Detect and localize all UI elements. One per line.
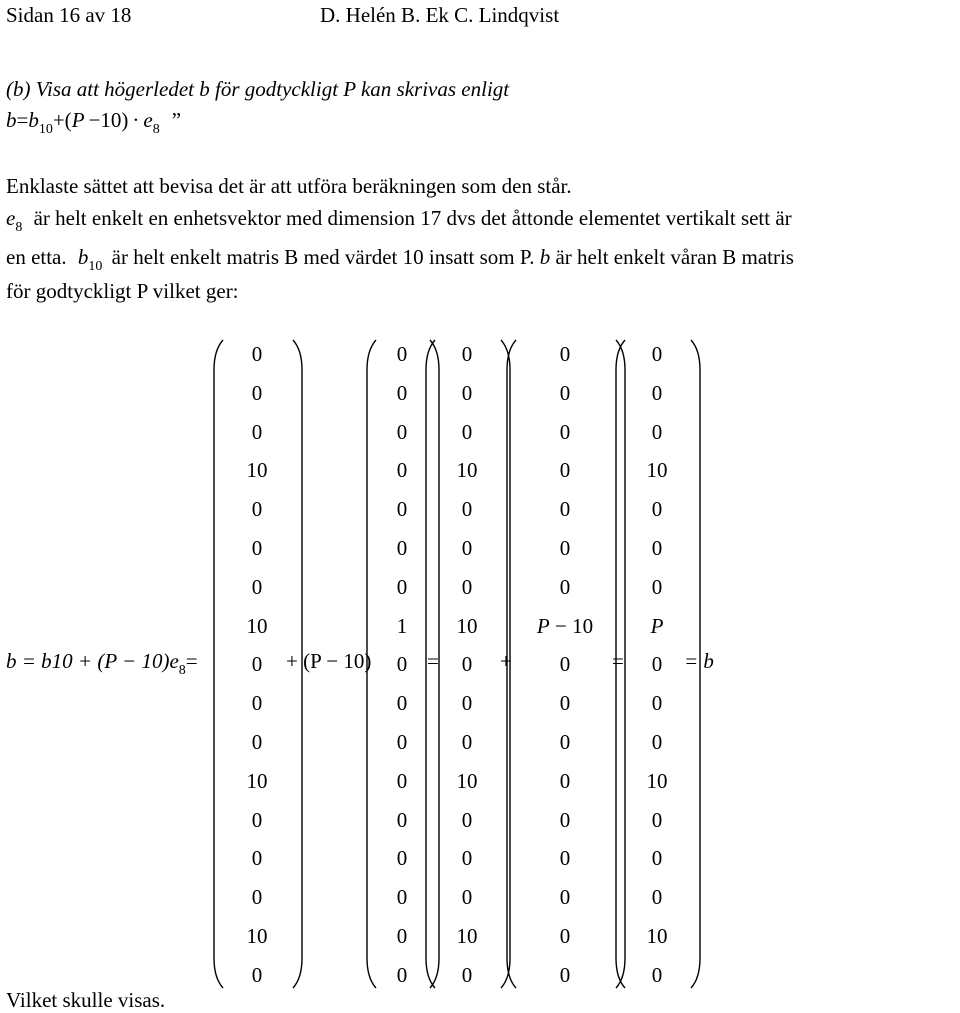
formula-rest: −10) [88, 108, 129, 132]
explanation-line-3-a: en etta. [6, 245, 67, 269]
explanation-line-3 [6, 245, 794, 273]
explanation-line-2 [6, 206, 792, 234]
vector-3-entry: 10 [456, 924, 478, 948]
vector-2-entry: 0 [396, 768, 408, 793]
vector-2-entry: 0 [396, 497, 408, 522]
formula-b: b [6, 108, 17, 132]
vector-4-entry: 0 [559, 652, 571, 677]
vector-4-entry: 0 [559, 419, 571, 444]
vector-5-entry: 0 [651, 807, 663, 832]
vector-5-entry: 0 [651, 652, 663, 677]
vector-5-left-paren [615, 340, 627, 988]
vector-5-entry: 0 [651, 380, 663, 405]
formula-eq: = [16, 108, 29, 132]
e8-symbol-sub: 8 [15, 220, 23, 235]
vector-5-entry: 0 [651, 730, 663, 754]
vector-1-entry: 0 [251, 807, 263, 832]
formula-quote: ” [171, 108, 182, 132]
question-formula [6, 108, 181, 136]
question-text: (b) Visa att högerledet b för godtyckligt P kan skrivas enligt [6, 77, 510, 101]
vector-1-entry: 0 [251, 497, 263, 522]
vector-4-entry: P − 10 [536, 613, 594, 638]
vector-5-entry: 0 [651, 497, 663, 522]
vector-3-entry: 0 [461, 419, 473, 444]
vector-3-left-paren [425, 340, 437, 988]
vector-2-entry: 0 [396, 691, 408, 716]
vector-1-entry: 0 [251, 536, 263, 560]
operator-plus-p-minus-10: + (P − 10) [286, 649, 372, 673]
vector-2-entry: 0 [396, 652, 408, 677]
vector-5-entry: 0 [651, 342, 663, 366]
vector-1-entry: 10 [246, 458, 268, 483]
page-number: Sidan 16 av 18 [6, 3, 132, 27]
vector-1-entry: 0 [251, 846, 263, 871]
formula-P: P [71, 108, 85, 132]
vector-3-entry: 0 [461, 497, 473, 522]
vector-1-entry: 0 [251, 574, 263, 599]
b10-symbol-sub: 10 [88, 259, 103, 274]
conclusion: Vilket skulle visas. [6, 988, 166, 1012]
vector-4-entry: 0 [559, 536, 571, 560]
vector-2-entry: 0 [396, 574, 408, 599]
vector-3-entry: 0 [461, 807, 473, 832]
vector-4-entry: 0 [559, 768, 571, 793]
vector-4-entry: 0 [559, 380, 571, 405]
vector-1-entry: 10 [246, 768, 268, 793]
formula-dot: · [132, 108, 140, 132]
vector-1-entry: 0 [251, 962, 263, 987]
formula-b10: b [28, 108, 39, 132]
vector-2-entry: 0 [396, 730, 408, 754]
vector-1-entry: 0 [251, 419, 263, 444]
explanation-line-4: för godtyckligt P vilket ger: [6, 279, 239, 303]
vector-1-right-paren [291, 340, 303, 988]
vector-4-entry: 0 [559, 730, 571, 754]
vector-4-entry: 0 [559, 458, 571, 483]
operator-plus: + [500, 649, 512, 673]
vector-3-entry: 0 [461, 652, 473, 677]
vector-3-entry: 0 [461, 691, 473, 716]
vector-1-entry: 0 [251, 730, 263, 754]
vector-1-entry: 0 [251, 885, 263, 910]
vector-4-entry: 0 [559, 807, 571, 832]
vector-2-entry: 0 [396, 342, 408, 366]
vector-5-entry: 0 [651, 962, 663, 987]
vector-5-entry: 0 [651, 691, 663, 716]
vector-5-entry: P [650, 613, 664, 638]
vector-5-right-paren [689, 340, 701, 988]
vector-3-entry: 0 [461, 885, 473, 910]
vector-5-entry: 0 [651, 846, 663, 871]
operator-equals-1: = [427, 649, 439, 673]
vector-5-entry: 10 [646, 924, 668, 948]
explanation-line-1: Enklaste sättet att bevisa det är att utföra beräkningen som den står. [6, 174, 572, 198]
explanation-line-3-c: är helt enkelt våran B matris [555, 245, 794, 269]
vector-3-entry: 10 [456, 768, 478, 793]
vector-3-entry: 0 [461, 380, 473, 405]
vector-4-entry: 0 [559, 574, 571, 599]
vector-4-entry: 0 [559, 846, 571, 871]
formula-b10-sub: 10 [38, 122, 53, 137]
vector-4-entry: 0 [559, 962, 571, 987]
explanation-line-3-b: är helt enkelt matris B med värdet 10 insatt som P. [111, 245, 535, 269]
vector-1-entry: 0 [251, 652, 263, 677]
b-symbol: b [539, 245, 551, 269]
vector-3-entry: 0 [461, 536, 473, 560]
vector-2-entry: 0 [396, 885, 408, 910]
vector-3-entry: 0 [461, 846, 473, 871]
vector-4-entry: 0 [559, 691, 571, 716]
vector-2-entry: 0 [396, 962, 408, 987]
vector-5-entry: 10 [646, 768, 668, 793]
vector-4-left-paren [506, 340, 518, 988]
vector-2-entry: 0 [396, 536, 408, 560]
explanation-line-2-text: är helt enkelt en enhetsvektor med dimension 17 dvs det åttonde elementet vertikalt sett är [33, 206, 792, 230]
vector-5-entry: 0 [651, 536, 663, 560]
vector-4-entry: 0 [559, 342, 571, 366]
vector-5-entry: 0 [651, 885, 663, 910]
equation-lhs-sub: 8 [178, 663, 186, 678]
equation-lhs [6, 649, 198, 677]
vector-4-entry: 0 [559, 885, 571, 910]
vector-1-entry: 10 [246, 613, 268, 638]
operator-equals-b: = b [684, 649, 714, 673]
equation-lhs-text: b = b10 + (P − 10)e [6, 649, 179, 673]
e8-symbol: e [6, 206, 16, 230]
vector-3-entry: 0 [461, 574, 473, 599]
vector-1-entry: 0 [251, 342, 263, 366]
vector-2-entry: 0 [396, 846, 408, 871]
equation-lhs-eq: = [185, 649, 198, 673]
vector-1-entry: 0 [251, 691, 263, 716]
vector-5-entry: 0 [651, 419, 663, 444]
vector-1-entry: 10 [246, 924, 268, 948]
vector-5-entry: 0 [651, 574, 663, 599]
formula-e8: e [143, 108, 153, 132]
formula-plus: +( [52, 108, 72, 132]
b10-symbol: b [77, 245, 89, 269]
vector-1-left-paren [213, 340, 225, 988]
vector-5-entry: 10 [646, 458, 668, 483]
vector-2-entry: 0 [396, 458, 408, 483]
vector-2-entry: 0 [396, 807, 408, 832]
vector-4-entry: 0 [559, 924, 571, 948]
vector-3-entry: 0 [461, 730, 473, 754]
vector-2-entry: 0 [396, 380, 408, 405]
operator-equals-2: = [612, 649, 624, 673]
vector-3-entry: 10 [456, 613, 478, 638]
vector-4-entry: 0 [559, 497, 571, 522]
vector-2-entry: 0 [396, 419, 408, 444]
vector-3-entry: 0 [461, 962, 473, 987]
vector-1-entry: 0 [251, 380, 263, 405]
vector-3-entry: 0 [461, 342, 473, 366]
vector-3-entry: 10 [456, 458, 478, 483]
vector-2-left-paren [366, 340, 378, 988]
vector-2-entry: 1 [396, 613, 408, 638]
vector-2-entry: 0 [396, 924, 408, 948]
formula-e8-sub: 8 [152, 122, 160, 137]
authors: D. Helén B. Ek C. Lindqvist [320, 3, 560, 27]
